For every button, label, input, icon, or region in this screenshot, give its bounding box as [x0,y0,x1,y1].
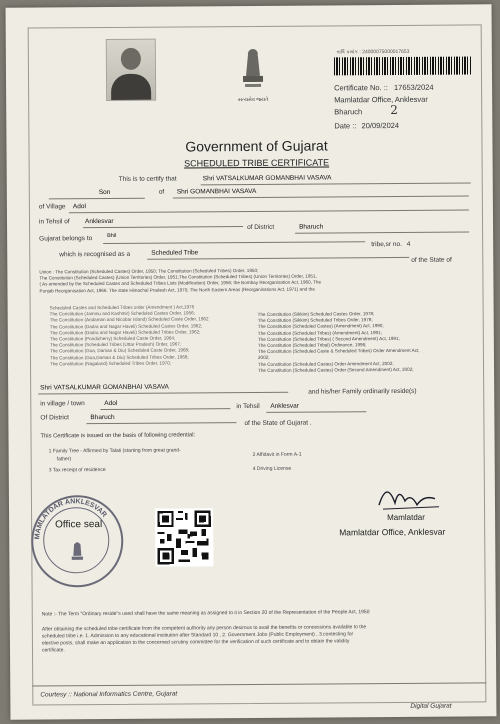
orders-line: The Constitution (Scheduled Castes) (Union Territories) Order, 1951;The Constitution (Scheduled Tribes) (Union Territories) Order, 1951, [39,273,317,281]
order-item: The Constitution (Jammu and Kashmir) Scheduled Castes Order, 1956; [49,310,195,317]
courtesy-text: Courtesy :: National Informatics Centre, Gujarat [40,690,178,699]
applicant-name: Shri VATSALKUMAR GOMANBHAI VASAVA [202,174,332,183]
order-item: The Constitution (Dadra and Nagar Haveli) Scheduled Castes Order, 1962; [49,322,203,330]
order-item: The Constitution (Scheduled Castes) Order (Second Amendment) Act, 2002; [258,366,414,373]
credential-item: 4 Driving License [252,465,292,472]
handwritten-mark: 2 [390,102,398,118]
order-item: The Constitution (Goa,Daman & Diu) Scheduled Tribes Order, 1968; [49,354,189,361]
notes-section [42,608,482,654]
state-suffix: of the State of [411,256,452,264]
order-item: The Constitution (Scheduled Castes) (Amendment) Act, 1990; [257,323,384,330]
photo-head [121,48,141,70]
national-emblem-icon [238,46,268,98]
credential-item: 1 Family Tree - Affirmed by Talati (starting from great grand- [48,447,181,455]
note-line: elective posts, shall make an application to the concerned scrutiny committee for the verification of such certificate and to obtain the validity [41,638,350,647]
signatory-title: Mamlatdar [387,512,425,523]
order-item: The Constitution (Nagaland) Scheduled Tribes Order, 1970; [49,360,172,367]
photo-body [111,74,151,101]
residence-district: Bharuch [90,413,115,422]
applicant-photo [106,39,156,101]
family-suffix: and his/her Family ordinarily reside(s) [308,387,417,396]
residence-village: Adol [104,399,118,408]
issue-date: 20/09/2024 [361,120,400,131]
note-line: Note :- The Term "Ordinary reside"s used shall have the same meaning as assigned to it in Section 20 of the Representation of the People Act, 1950 [41,609,370,618]
emblem-motto: સત્યમેવ જયતે [237,96,269,104]
tribe-no-label: tribe,sr no. [371,240,402,249]
orders-line: Union : The Constitution (Scheduled Castes) Order, 1950; The Constitution (Scheduled Tribes) Order, 1950; [39,267,259,275]
order-item: The Constitution (Dadra and Nagar Haveli) Scheduled Tribes Order, 1962; [49,329,201,336]
credential-item: 2 Affidavit in Form A-1 [252,451,302,458]
order-item: The Constitution (Scheduled Castes) Order Amendment Act, 2002; [257,360,394,367]
signature-scribble [369,475,449,516]
orders-left-column [50,304,250,367]
credential-item: father) [56,456,72,463]
village: Adol [72,203,86,211]
order-item: The Constitution (Andaman and Nicobar Island) Scheduled Caste Order, 1962 [49,316,209,323]
certificate-sheet [6,4,497,719]
tehsil: Anklesvar [84,217,114,226]
relation: Son [98,188,111,197]
belongs-label: Gujarat belongs to [39,235,93,243]
residence-village-label: in village / town [40,400,85,408]
barcode-reference: ત્તાર્ષિ ક્રમાંક : 24000075000017653 [335,48,410,56]
signatory-office: Mamlatdar Office, Anklesvar [339,526,446,538]
page-title: Government of Gujarat [185,137,328,155]
residence-state: of the State of Gujarat . [244,419,312,428]
credential-item: 3 Tax receipt of residence [48,467,106,474]
orders-line: ( As amended by the Scheduled Castes and Scheduled Tribes Lists (Modification) Order, 1956; the Bombay Reorganisation Act, 1960, The [39,279,322,287]
residence-district-label: Of District [40,414,69,422]
orders-right-column [258,310,478,374]
recognised-value: Scheduled Tribe [151,249,199,257]
order-item: The Constitution (Scheduled Tribes) ( Second Amendment) Act, 1991; [257,335,400,342]
certificate-subtitle: SCHEDULED TRIBE CERTIFICATE [184,157,330,169]
tribe-no: 4 [406,240,411,248]
order-item: 2002; [257,355,270,361]
order-item: The Constitution (Goa, Daman & Diu) Scheduled Caste Order, 1968; [49,347,190,354]
certificate-no-label: Certificate No. :: [334,83,388,93]
issuing-office: Mamlatdar Office, Anklesvar [334,94,428,105]
seal-emblem-icon [69,537,85,563]
village-label: of Village [38,203,66,211]
residence-tehsil: Anklesvar [270,402,299,410]
office-seal-stamp [31,495,124,588]
district-label: of District [247,223,275,232]
order-item: The Constitution (Pondicherry) Scheduled Caste Order, 1964; [49,335,176,342]
header-district: Bharuch [334,107,363,117]
order-item: The Constitution (Scheduled Caste & Scheduled Tribes) Order Amendment Act, [257,348,420,355]
order-item: Scheduled Castes and Scheduled Tribes order (Amendment ) Act,1976 [49,304,195,311]
orders-line: Punjab Reorganisation Act, 1966. The state Himachal Pradesh Act, 1970; The North Eastern Areas (Reorganisations Act, 1971) and the [39,286,315,294]
brand-text: Digital Gujarat [410,702,452,710]
order-item: The Constitution (Sikkim) Scheduled Tribes Order, 1978; [257,317,373,324]
residence-tehsil-label: in Tehsil [236,402,260,411]
qr-code [155,508,213,566]
of-label: of [158,188,165,196]
note-line: certificate. [41,647,65,654]
order-item: The Constitution (Scheduled Tribes (Uttar Pradesh) Order, 1967; [49,341,182,348]
order-item: The Constitution (Scheduled Tribes) (Amendment) Act, 1991; [257,329,382,336]
credentials-intro: This Certificate is issued on the basis of following credential: [40,432,196,440]
order-item: The Constitution (Sikkim) Scheduled Castes Order, 1978; [257,311,375,317]
date-label: Date :: [334,121,357,131]
father-name: Shri GOMANBHAI VASAVA [176,187,257,196]
office-seal-label: Office seal [55,519,103,531]
orders-paragraph [39,266,479,294]
order-item: The Constitution (Scheduled Tribal) Ordinance, 1996; [257,342,367,348]
recognised-label: which is recognised as a [59,250,131,259]
barcode [334,56,472,75]
tribe-name: Bhil [107,232,117,240]
certify-prefix: This is to certify that [118,175,177,183]
district: Bharuch [299,223,324,231]
resident-name: Shri VATSALKUMAR GOMANBHAI VASAVA [40,383,169,392]
tehsil-label: in Tehsil of [38,218,70,226]
certificate-no: 17653/2024 [393,82,434,92]
note-line: After obtaining the scheduled tribe certificate from the competent authority any person desirous to avail the benefits or concessions available to the [41,624,367,633]
note-line: scheduled tribe i.e. 1. Admission to any educational institution after Standard 10 , 2. Government Jobs (Public Employment) , 3.contesting for [41,631,354,640]
seal-ring-label: MAMLATDAR ANKLESVAR [34,498,108,540]
